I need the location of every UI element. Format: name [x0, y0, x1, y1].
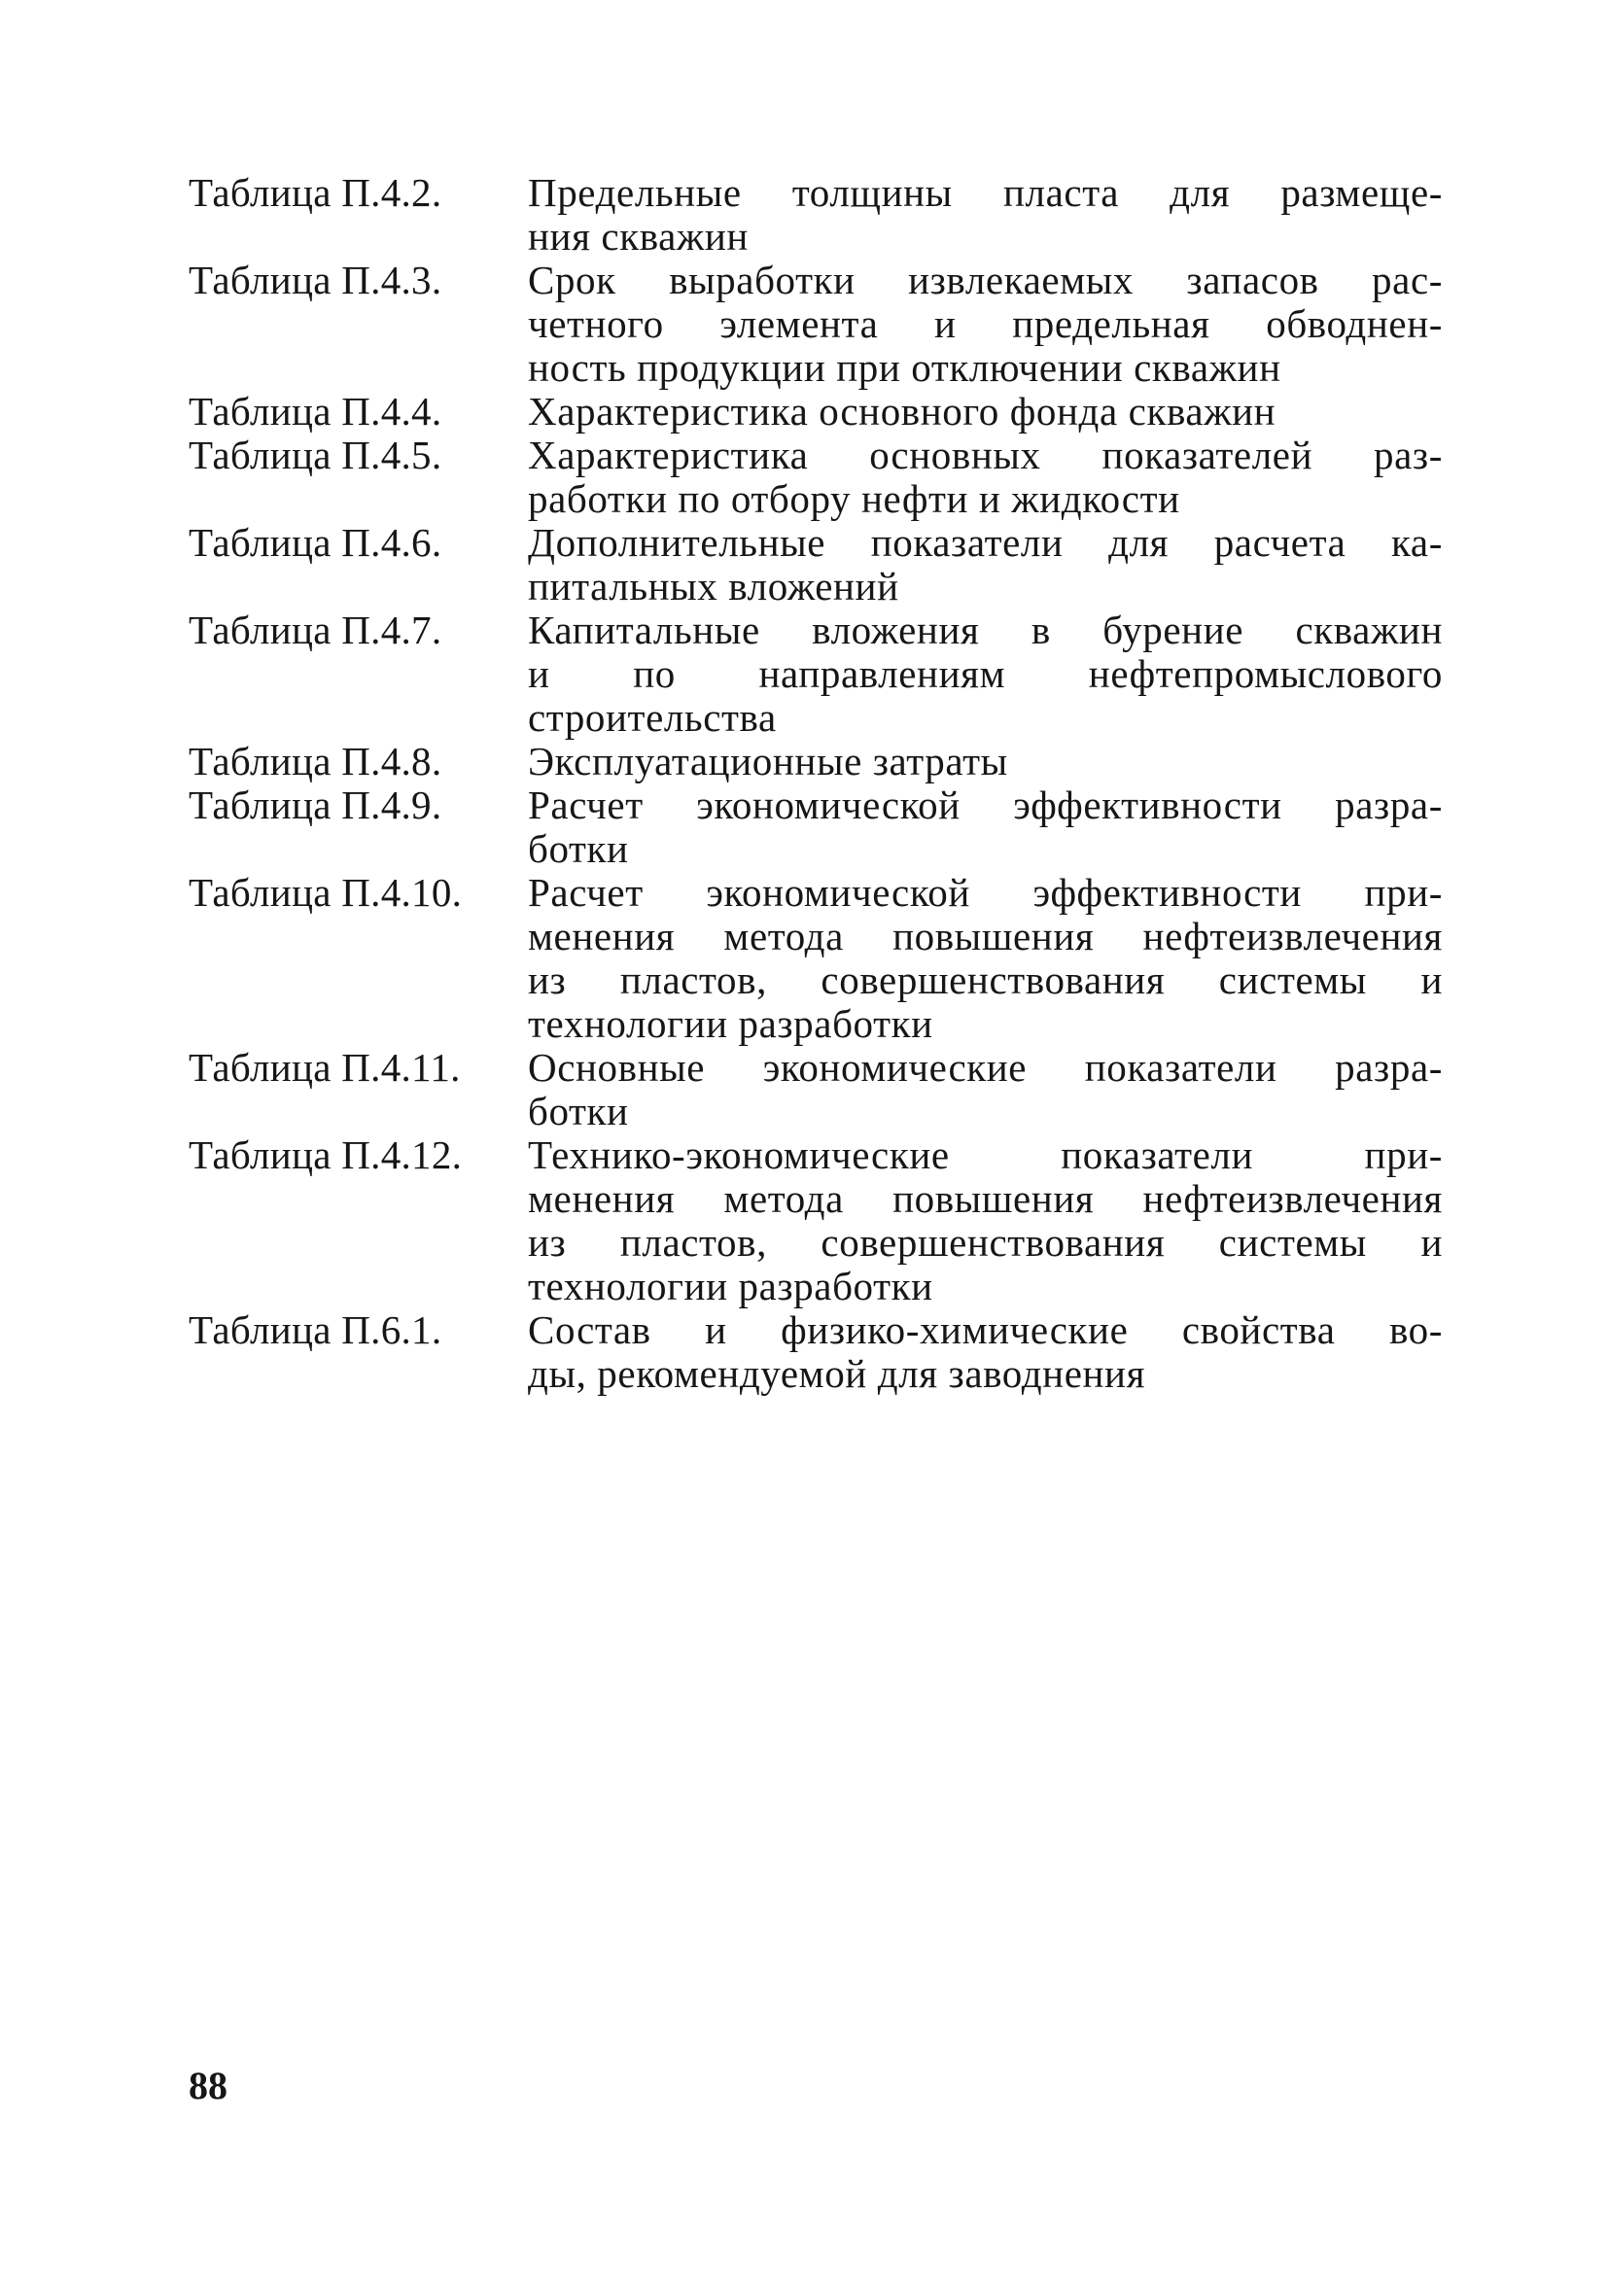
table-entry-title	[528, 521, 1443, 609]
table-entry	[189, 1133, 1443, 1308]
table-entry-label: Таблица П.4.3.	[189, 258, 442, 302]
table-entry	[189, 871, 1443, 1046]
table-entry	[189, 783, 1443, 871]
table-entry-title-line: технологии разработки	[528, 1001, 933, 1046]
table-entry-title-line: Капитальные вложения в бурение скважин	[528, 608, 1443, 652]
table-entry-title-line: Расчет экономической эффективности при-	[528, 870, 1443, 915]
table-entry-title-line: Характеристика основных показателей раз-	[528, 433, 1443, 477]
table-entry-label: Таблица П.4.5.	[189, 433, 442, 477]
table-entry-title-line: ды, рекомендуемой для заводнения	[528, 1351, 1146, 1396]
table-entry-label: Таблица П.4.12.	[189, 1132, 463, 1177]
table-entry-title	[528, 871, 1443, 1046]
table-entry-title	[528, 171, 1443, 259]
table-entry-title	[528, 390, 1443, 434]
table-list	[189, 171, 1443, 1396]
table-entry-label: Таблица П.4.11.	[189, 1045, 461, 1090]
table-entry-title	[528, 740, 1443, 783]
table-entry-label: Таблица П.4.8.	[189, 739, 442, 783]
table-entry-title	[528, 259, 1443, 390]
table-entry-title-line: Основные экономические показатели разра-	[528, 1045, 1443, 1090]
table-entry-title-line: Характеристика основного фонда скважин	[528, 389, 1276, 434]
table-entry-title-line: строительства	[528, 695, 777, 740]
table-entry	[189, 1046, 1443, 1133]
table-entry-label: Таблица П.4.6.	[189, 520, 442, 565]
table-entry-title-line: Состав и физико-химические свойства во-	[528, 1307, 1443, 1352]
table-entry-title	[528, 434, 1443, 521]
table-entry-title-line: работки по отбору нефти и жидкости	[528, 476, 1180, 521]
table-entry-title	[528, 1046, 1443, 1133]
table-entry-title	[528, 609, 1443, 740]
table-entry	[189, 609, 1443, 740]
table-entry-title-line: технологии разработки	[528, 1264, 933, 1308]
table-entry-title-line: менения метода повышения нефтеизвлечения	[528, 1176, 1443, 1221]
table-entry-title-line: Эксплуатационные затраты	[528, 739, 1008, 783]
table-entry-title-line: Срок выработки извлекаемых запасов рас-	[528, 258, 1443, 302]
table-entry	[189, 390, 1443, 434]
table-entry-label: Таблица П.4.7.	[189, 608, 442, 652]
table-entry-title-line: ния скважин	[528, 214, 749, 259]
table-entry-label: Таблица П.6.1.	[189, 1307, 442, 1352]
table-entry-title	[528, 783, 1443, 871]
table-entry-label: Таблица П.4.4.	[189, 389, 442, 434]
table-entry	[189, 521, 1443, 609]
table-entry	[189, 1308, 1443, 1396]
table-entry-title-line: питальных вложений	[528, 564, 899, 609]
table-entry-label: Таблица П.4.10.	[189, 870, 463, 915]
table-entry	[189, 740, 1443, 783]
table-entry-title-line: Технико-экономические показатели при-	[528, 1132, 1443, 1177]
table-entry-title-line: ботки	[528, 1089, 629, 1133]
table-entry-title-line: четного элемента и предельная обводнен-	[528, 301, 1443, 346]
table-entry-title-line: Дополнительные показатели для расчета ка-	[528, 520, 1443, 565]
table-entry	[189, 259, 1443, 390]
table-entry-title-line: менения метода повышения нефтеизвлечения	[528, 914, 1443, 958]
table-entry-title	[528, 1133, 1443, 1308]
table-entry	[189, 171, 1443, 259]
table-entry	[189, 434, 1443, 521]
table-entry-title	[528, 1308, 1443, 1396]
table-entry-title-line: Расчет экономической эффективности разра-	[528, 783, 1443, 827]
table-entry-title-line: Предельные толщины пласта для размеще-	[528, 170, 1443, 215]
table-entry-title-line: и по направлениям нефтепромыслового	[528, 651, 1443, 696]
table-entry-label: Таблица П.4.2.	[189, 170, 442, 215]
table-entry-label: Таблица П.4.9.	[189, 783, 442, 827]
table-entry-title-line: ность продукции при отключении скважин	[528, 345, 1281, 390]
table-entry-title-line: из пластов, совершенствования системы и	[528, 957, 1443, 1002]
table-entry-title-line: ботки	[528, 826, 629, 871]
page-number: 88	[189, 2064, 227, 2107]
table-entry-title-line: из пластов, совершенствования системы и	[528, 1220, 1443, 1265]
